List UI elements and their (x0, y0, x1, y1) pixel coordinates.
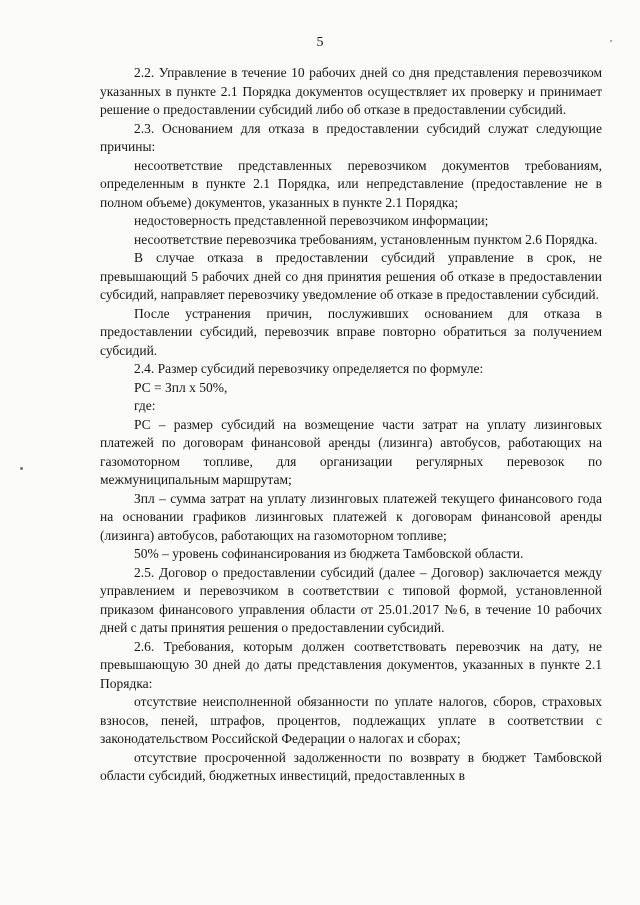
formula-rs-definition: РС – размер субсидий на возмещение части затрат на уплату лизинговых платежей по договорам финансовой аренды (лизинга) автобусов, работающих на газомоторном топливе, для организации регулярных перевозок по межмуниципальным маршрутам; (100, 416, 602, 487)
refusal-reason-1: несоответствие представленных перевозчиком документов требованиям, определенным в пункте 2.1 Порядка, или непредставление (предоставление не в полном объеме) документов, указанных в пункте 2.1 Порядка; (100, 157, 602, 210)
paragraph-2-6: 2.6. Требования, которым должен соответствовать перевозчик на дату, не превышающую 30 дней до даты представления документов, указанных в пункте 2.1 Порядка: (100, 638, 602, 691)
paragraph-2-4: 2.4. Размер субсидий перевозчику определяется по формуле: (134, 361, 484, 376)
refusal-reason-2: недостоверность представленной перевозчиком информации; (134, 213, 489, 228)
page-number: 5 (316, 35, 324, 50)
paragraph-2-2: 2.2. Управление в течение 10 рабочих дней со дня представления перевозчиком указанных в пункте 2.1 Порядка документов осуществляет их проверку и принимает решение о предоставлении субсидий либо об отказе в предоставлении субсидий. (100, 65, 602, 117)
paragraph-2-3: 2.3. Основанием для отказа в предоставлении субсидий служат следующие причины: (100, 120, 602, 154)
reapply-paragraph: После устранения причин, послуживших основанием для отказа в предоставлении субсидий, перевозчик вправе повторно обратиться за получением субсидий. (100, 305, 602, 358)
formula-percent-definition: 50% – уровень софинансирования из бюджета Тамбовской области. (134, 546, 524, 561)
refusal-notice-paragraph: В случае отказа в предоставлении субсидий управление в срок, не превышающий 5 рабочих дней со дня принятия решения об отказе в предоставлении субсидий, направляет перевозчику уведомление об отказе в предоставлении субсидий. (100, 250, 602, 302)
scan-dot (20, 467, 23, 470)
formula: РС = Зпл х 50%, (134, 379, 228, 395)
formula-zpl-definition: Зпл – сумма затрат на уплату лизинговых платежей текущего финансового года на основании графиков лизинговых платежей к договорам финансовой аренды (лизинга) автобусов, работающих на газомоторном топливе; (100, 490, 602, 543)
document-body (100, 64, 602, 786)
requirement-1: отсутствие неисполненной обязанности по уплате налогов, сборов, страховых взносов, пеней, штрафов, процентов, подлежащих уплате в соответствии с законодательством Российской Федерации о налогах и сборах; (100, 694, 602, 746)
formula-where: где: (134, 398, 156, 413)
refusal-reason-3: несоответствие перевозчика требованиям, установленным пунктом 2.6 Порядка. (134, 231, 598, 247)
requirement-2: отсутствие просроченной задолженности по возврату в бюджет Тамбовской области субсидий, бюджетных инвестиций, предоставленных в (100, 749, 602, 783)
paragraph-2-5: 2.5. Договор о предоставлении субсидий (далее – Договор) заключается между управлением и перевозчиком в соответствии с типовой формой, установленной приказом финансового управления области от 25.01.2017 №6, в течение 10 рабочих дней с даты принятия решения о предоставлении субсидий. (100, 564, 602, 635)
